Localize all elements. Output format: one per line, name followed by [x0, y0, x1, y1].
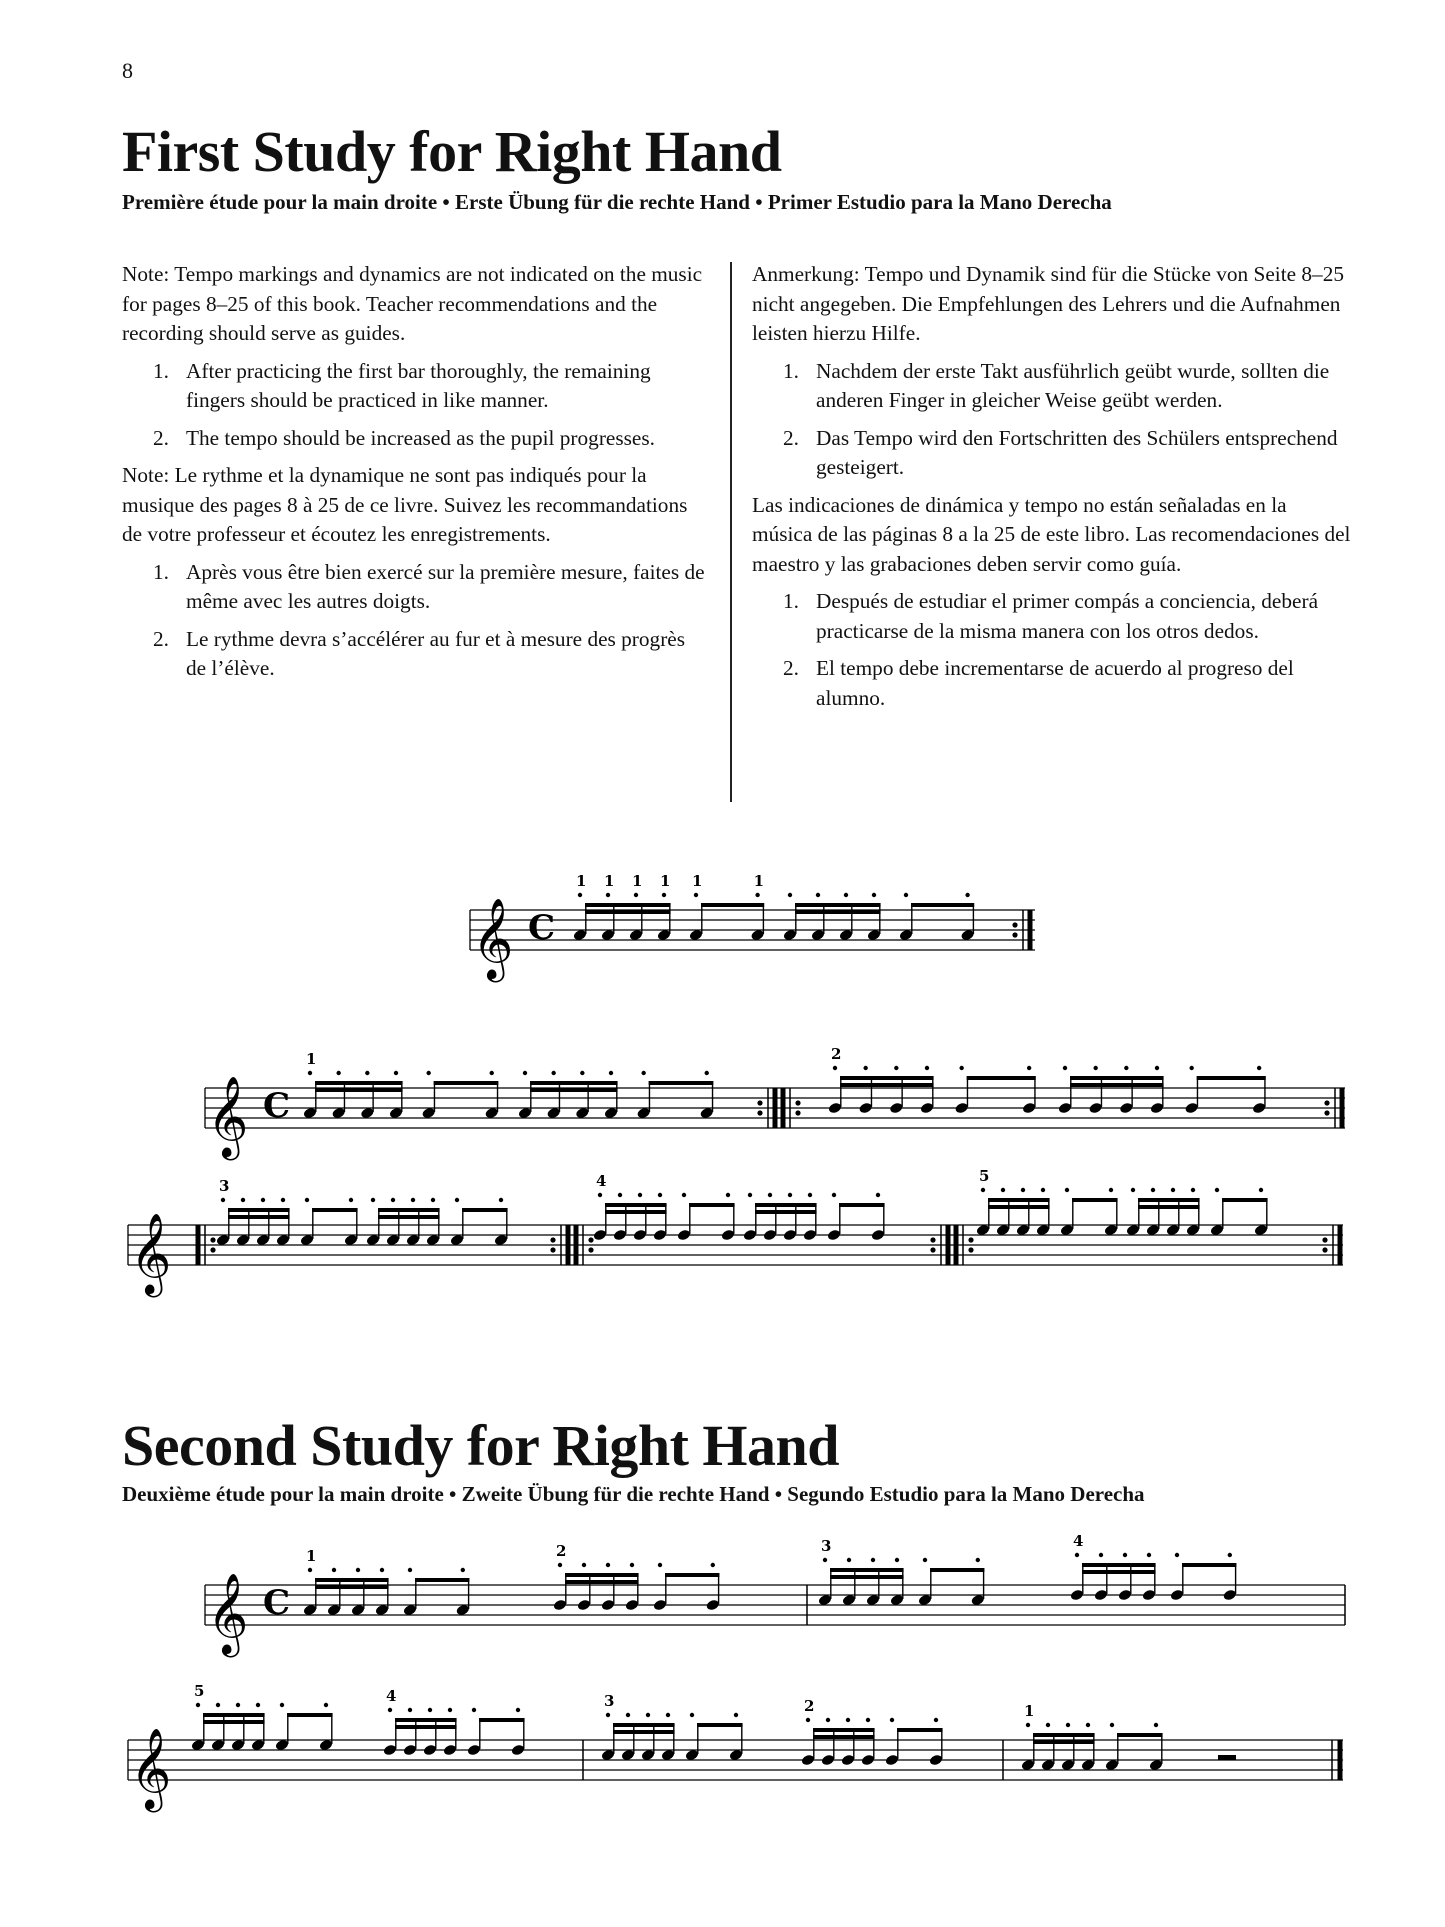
staccato-dot: [1228, 1553, 1232, 1557]
first-study-title: First Study for Right Hand: [122, 119, 782, 184]
staccato-dot: [1075, 1553, 1079, 1557]
staccato-dot: [726, 1193, 730, 1197]
staccato-dot: [682, 1193, 686, 1197]
staccato-dot: [808, 1193, 812, 1197]
beam: [315, 1088, 403, 1092]
staccato-dot: [634, 893, 638, 897]
staccato-dot: [1066, 1723, 1070, 1727]
staccato-dot: [280, 1703, 284, 1707]
staccato-dot: [1175, 1553, 1179, 1557]
beam: [434, 1081, 499, 1085]
staccato-dot: [1155, 1066, 1159, 1070]
repeat-dot: [968, 1247, 973, 1252]
beam: [228, 1215, 290, 1219]
page-number: 8: [122, 58, 133, 83]
staccato-dot: [934, 1718, 938, 1722]
staccato-dot: [694, 893, 698, 897]
repeat-dot: [930, 1237, 935, 1242]
repeat-dot: [588, 1237, 593, 1242]
beam: [665, 1573, 719, 1577]
beam: [649, 1081, 714, 1085]
beam: [479, 1718, 525, 1722]
beam: [830, 1575, 904, 1579]
treble-clef-icon: 𝄞: [472, 897, 514, 979]
staccato-dot: [1001, 1188, 1005, 1192]
fingering-label: 3: [219, 1177, 230, 1195]
staccato-dot: [1215, 1188, 1219, 1192]
staccato-dot: [1093, 1066, 1097, 1070]
staccato-dot: [551, 1071, 555, 1075]
staccato-dot: [523, 1071, 527, 1075]
fingering-label: 1: [660, 872, 671, 890]
beam: [795, 903, 881, 907]
time-signature: C: [263, 1086, 291, 1126]
repeat-dot: [550, 1237, 555, 1242]
beam: [813, 1735, 875, 1739]
german-note: Anmerkung: Tempo und Dynamik sind für die Stücke von Seite 8–25 nicht angegeben. Die Empfehlungen des Lehrers und die Aufnahmen leisten hierzu Hilfe.: [752, 262, 1344, 345]
staccato-dot: [846, 1718, 850, 1722]
staccato-dot: [923, 1558, 927, 1562]
staccato-dot: [832, 1193, 836, 1197]
example-staff: [450, 870, 1050, 1000]
repeat-dot: [1324, 1100, 1329, 1105]
fingering-label: 2: [804, 1697, 815, 1715]
staccato-dot: [847, 1558, 851, 1562]
beam: [378, 1215, 440, 1219]
list-item: 2. Le rythme devra s’accélérer au fur et à mesure des progrès de l’élève.: [153, 626, 686, 680]
staccato-dot: [1041, 1188, 1045, 1192]
staccato-dot: [1257, 1066, 1261, 1070]
first-study-staff-2: [118, 1167, 1353, 1315]
beam: [701, 903, 764, 907]
staccato-dot: [428, 1708, 432, 1712]
staccato-dot: [690, 1713, 694, 1717]
fingering-label: 4: [1073, 1532, 1084, 1550]
staccato-dot: [349, 1198, 353, 1202]
staccato-dot: [641, 1071, 645, 1075]
staccato-dot: [711, 1563, 715, 1567]
staccato-dot: [748, 1193, 752, 1197]
staccato-dot: [1189, 1066, 1193, 1070]
staccato-dot: [1099, 1553, 1103, 1557]
fingering-label: 1: [306, 1050, 317, 1068]
staccato-dot: [490, 1071, 494, 1075]
staccato-dot: [411, 1198, 415, 1202]
beam: [565, 1580, 639, 1584]
staccato-dot: [1147, 1553, 1151, 1557]
staccato-dot: [1131, 1188, 1135, 1192]
beam: [585, 903, 671, 907]
staccato-dot: [216, 1703, 220, 1707]
staccato-dot: [1123, 1553, 1127, 1557]
english-note: Note: Tempo markings and dynamics are not indicated on the music for pages 8–25 of this book. Teacher recommendations and the recording should serve as guides.: [122, 262, 703, 345]
fingering-label: 4: [386, 1687, 397, 1705]
treble-clef-icon: 𝄞: [130, 1212, 172, 1294]
beam: [830, 1568, 904, 1572]
repeat-dot: [1012, 922, 1017, 927]
staccato-dot: [981, 1188, 985, 1192]
beam: [312, 1208, 358, 1212]
staccato-dot: [606, 1563, 610, 1567]
staccato-dot: [236, 1703, 240, 1707]
french-list: [122, 558, 707, 684]
beam: [1138, 1205, 1200, 1209]
staccato-dot: [890, 1718, 894, 1722]
spanish-note: Las indicaciones de dinámica y tempo no están señaladas en la música de las páginas 8 a la 25 de este libro. Las recomendaciones del maestro y las grabaciones deben servir como guía.: [752, 492, 1351, 576]
staccato-dot: [308, 1568, 312, 1572]
beam: [203, 1720, 265, 1724]
instructions-left-column: [122, 260, 707, 692]
staccato-dot: [1259, 1188, 1263, 1192]
beam: [1082, 1563, 1156, 1567]
list-item: 1. After practicing the first bar thoroughly, the remaining fingers should be practiced in like manner.: [153, 358, 651, 412]
french-note: Note: Le rythme et la dynamique ne sont pas indiqués pour la musique des pages 8 à 25 de ce livre. Suivez les recommandations de votre professeur et écoutez les enregistrements.: [122, 463, 688, 546]
beam: [1070, 1076, 1164, 1080]
staccato-dot: [755, 893, 759, 897]
fingering-label: 1: [576, 872, 587, 890]
staccato-dot: [976, 1558, 980, 1562]
beam: [228, 1208, 290, 1212]
staccato-dot: [356, 1568, 360, 1572]
staccato-dot: [606, 1713, 610, 1717]
beam: [988, 1198, 1050, 1202]
time-signature: C: [263, 1583, 291, 1623]
staccato-dot: [904, 893, 908, 897]
fingering-label: 1: [604, 872, 615, 890]
list-item: 1. Nachdem der erste Takt ausführlich geübt wurde, sollten die anderen Finger in gleicher Weise geübt werden.: [783, 358, 1330, 412]
beam: [613, 1723, 675, 1727]
repeat-dot: [968, 1237, 973, 1242]
beam: [395, 1725, 457, 1729]
staccato-dot: [448, 1708, 452, 1712]
beam: [813, 1728, 875, 1732]
staccato-dot: [426, 1071, 430, 1075]
repeat-dot: [795, 1110, 800, 1115]
beam: [605, 1210, 667, 1214]
staccato-dot: [768, 1193, 772, 1197]
beam: [1138, 1198, 1200, 1202]
staccato-dot: [558, 1563, 562, 1567]
beam: [967, 1076, 1036, 1080]
treble-clef-icon: 𝄞: [207, 1075, 249, 1157]
staccato-dot: [324, 1703, 328, 1707]
staccato-dot: [1065, 1188, 1069, 1192]
beam: [565, 1573, 639, 1577]
staccato-dot: [308, 1071, 312, 1075]
staccato-dot: [598, 1193, 602, 1197]
second-study-subtitle: Deuxième étude pour la main droite • Zweite Übung für die rechte Hand • Segundo Estudio para la Mano Derecha: [122, 1482, 1145, 1506]
staccato-dot: [1154, 1723, 1158, 1727]
beam: [315, 1585, 389, 1589]
fingering-label: 1: [753, 872, 765, 890]
beam: [315, 1578, 389, 1582]
staccato-dot: [618, 1193, 622, 1197]
fingering-label: 3: [604, 1692, 615, 1710]
beam: [1072, 1198, 1118, 1202]
beam: [988, 1205, 1050, 1209]
beam: [530, 1081, 618, 1085]
fingering-label: 1: [632, 872, 643, 890]
beam: [1033, 1740, 1095, 1744]
staccato-dot: [408, 1568, 412, 1572]
second-study-staff-1: [195, 1532, 1355, 1675]
fingering-label: 1: [306, 1547, 317, 1565]
beam: [585, 910, 671, 914]
staccato-dot: [305, 1198, 309, 1202]
staccato-dot: [1086, 1723, 1090, 1727]
repeat-dot: [1012, 932, 1017, 937]
staccato-dot: [1027, 1066, 1031, 1070]
repeat-dot: [1322, 1247, 1327, 1252]
fingering-label: 4: [596, 1172, 607, 1190]
german-list: [752, 357, 1352, 483]
beam: [755, 1203, 817, 1207]
staccato-dot: [863, 1066, 867, 1070]
staccato-dot: [1151, 1188, 1155, 1192]
staccato-dot: [1191, 1188, 1195, 1192]
first-study-subtitle: Première étude pour la main droite • Erste Übung für die rechte Hand • Primer Estudio para la Mano Derecha: [122, 190, 1112, 214]
list-item: 2. El tempo debe incrementarse de acuerdo al progreso del alumno.: [783, 656, 1294, 710]
staccato-dot: [788, 893, 792, 897]
staccato-dot: [965, 893, 969, 897]
beam: [1182, 1563, 1236, 1567]
beam: [1222, 1198, 1268, 1202]
staccato-dot: [516, 1708, 520, 1712]
repeat-dot: [795, 1100, 800, 1105]
beam: [415, 1578, 469, 1582]
staccato-dot: [408, 1708, 412, 1712]
staccato-dot: [580, 1071, 584, 1075]
staccato-dot: [806, 1718, 810, 1722]
beam: [395, 1718, 457, 1722]
beam: [287, 1713, 333, 1717]
staccato-dot: [823, 1558, 827, 1562]
staccato-dot: [826, 1718, 830, 1722]
staccato-dot: [281, 1198, 285, 1202]
staccato-dot: [925, 1066, 929, 1070]
beam: [605, 1203, 667, 1207]
repeat-dot: [210, 1237, 215, 1242]
staccato-dot: [606, 893, 610, 897]
staccato-dot: [261, 1198, 265, 1202]
repeat-dot: [1322, 1237, 1327, 1242]
half-rest: [1218, 1755, 1236, 1760]
staccato-dot: [196, 1703, 200, 1707]
staccato-dot: [666, 1713, 670, 1717]
fingering-label: 1: [692, 872, 703, 890]
beam: [697, 1723, 743, 1727]
treble-clef-icon: 𝄞: [207, 1572, 249, 1654]
beam: [930, 1568, 984, 1572]
repeat-dot: [930, 1247, 935, 1252]
second-study-title: Second Study for Right Hand: [122, 1413, 840, 1478]
staccato-dot: [816, 893, 820, 897]
staccato-dot: [256, 1703, 260, 1707]
beam: [1117, 1733, 1163, 1737]
staccato-dot: [866, 1718, 870, 1722]
staccato-dot: [241, 1198, 245, 1202]
repeat-dot: [757, 1110, 762, 1115]
beam: [1033, 1733, 1095, 1737]
staccato-dot: [582, 1563, 586, 1567]
beam: [795, 910, 881, 914]
list-item: 2. The tempo should be increased as the pupil progresses.: [153, 425, 655, 450]
staccato-dot: [638, 1193, 642, 1197]
staccato-dot: [336, 1071, 340, 1075]
staccato-dot: [609, 1071, 613, 1075]
staccato-dot: [455, 1198, 459, 1202]
beam: [613, 1730, 675, 1734]
fingering-label: 3: [821, 1537, 832, 1555]
staccato-dot: [646, 1713, 650, 1717]
beam: [1082, 1570, 1156, 1574]
staccato-dot: [630, 1563, 634, 1567]
fingering-label: 2: [556, 1542, 567, 1560]
staccato-dot: [1171, 1188, 1175, 1192]
staccato-dot: [894, 1066, 898, 1070]
staccato-dot: [1021, 1188, 1025, 1192]
english-list: [122, 357, 707, 454]
staccato-dot: [365, 1071, 369, 1075]
staccato-dot: [499, 1198, 503, 1202]
staccato-dot: [895, 1558, 899, 1562]
staccato-dot: [662, 893, 666, 897]
treble-clef-icon: 𝄞: [130, 1727, 172, 1809]
beam: [315, 1081, 403, 1085]
list-item: 1. Después de estudiar el primer compás a conciencia, deberá practicarse de la misma manera con los otros dedos.: [783, 589, 1319, 643]
staccato-dot: [1026, 1723, 1030, 1727]
staccato-dot: [876, 1193, 880, 1197]
staccato-dot: [1046, 1723, 1050, 1727]
staccato-dot: [221, 1198, 225, 1202]
beam: [897, 1728, 943, 1732]
staccato-dot: [1110, 1723, 1114, 1727]
staccato-dot: [705, 1071, 709, 1075]
spanish-list: [752, 587, 1352, 713]
staccato-dot: [626, 1713, 630, 1717]
repeat-dot: [1324, 1110, 1329, 1115]
staccato-dot: [431, 1198, 435, 1202]
beam: [911, 903, 974, 907]
time-signature: C: [528, 908, 556, 948]
beam: [378, 1208, 440, 1212]
beam: [1070, 1083, 1164, 1087]
beam: [839, 1203, 885, 1207]
repeat-dot: [757, 1100, 762, 1105]
staccato-dot: [658, 1563, 662, 1567]
list-item: 1. Après vous être bien exercé sur la première mesure, faites de même avec les autres doigts.: [153, 559, 705, 613]
column-divider: [730, 262, 732, 802]
fingering-label: 5: [194, 1682, 205, 1700]
staccato-dot: [871, 1558, 875, 1562]
repeat-dot: [588, 1247, 593, 1252]
staccato-dot: [332, 1568, 336, 1572]
repeat-dot: [550, 1247, 555, 1252]
repeat-dot: [210, 1247, 215, 1252]
first-study-staff-1: [195, 1045, 1355, 1178]
fingering-label: 5: [979, 1167, 990, 1185]
beam: [689, 1203, 735, 1207]
beam: [840, 1083, 934, 1087]
staccato-dot: [388, 1708, 392, 1712]
beam: [462, 1208, 508, 1212]
instructions-right-column: [752, 260, 1352, 721]
staccato-dot: [371, 1198, 375, 1202]
staccato-dot: [658, 1193, 662, 1197]
beam: [530, 1088, 618, 1092]
second-study-staff-2: [118, 1682, 1353, 1830]
staccato-dot: [472, 1708, 476, 1712]
staccato-dot: [391, 1198, 395, 1202]
staccato-dot: [1063, 1066, 1067, 1070]
staccato-dot: [788, 1193, 792, 1197]
beam: [1197, 1076, 1266, 1080]
staccato-dot: [872, 893, 876, 897]
fingering-label: 1: [1024, 1702, 1035, 1720]
staccato-dot: [394, 1071, 398, 1075]
beam: [840, 1076, 934, 1080]
beam: [755, 1210, 817, 1214]
list-item: 2. Das Tempo wird den Fortschritten des Schülers entsprechend gesteigert.: [783, 425, 1338, 479]
fingering-label: 2: [831, 1045, 842, 1063]
staccato-dot: [380, 1568, 384, 1572]
staccato-dot: [844, 893, 848, 897]
staccato-dot: [959, 1066, 963, 1070]
staccato-dot: [734, 1713, 738, 1717]
beam: [203, 1713, 265, 1717]
staccato-dot: [833, 1066, 837, 1070]
staccato-dot: [1109, 1188, 1113, 1192]
staccato-dot: [1124, 1066, 1128, 1070]
staccato-dot: [461, 1568, 465, 1572]
staccato-dot: [578, 893, 582, 897]
